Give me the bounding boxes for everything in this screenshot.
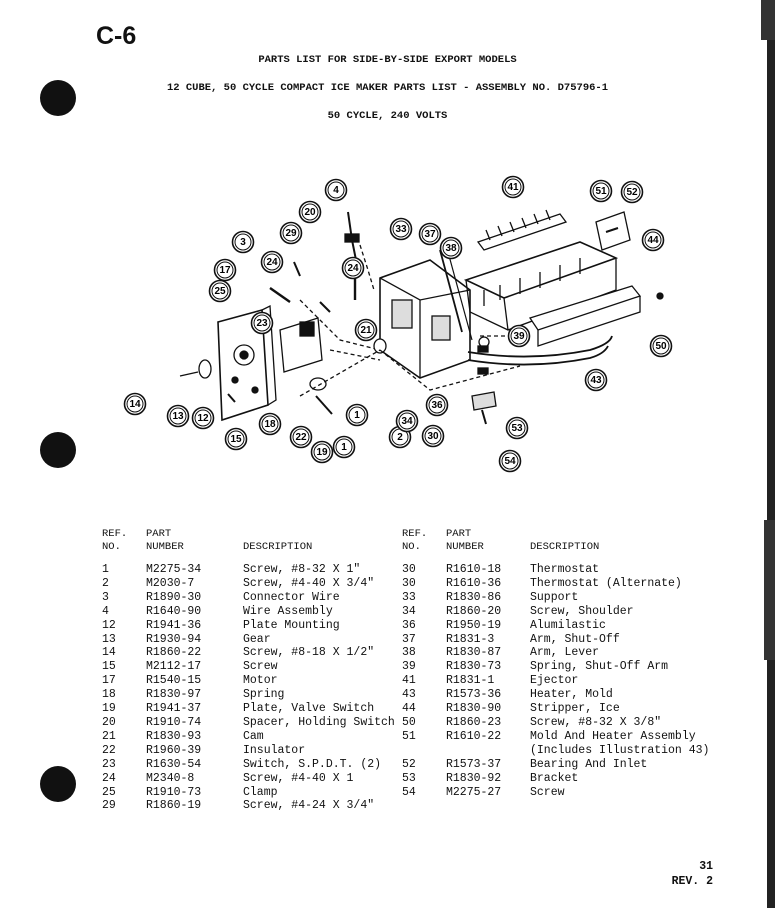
callout-label: 37 [424, 229, 436, 240]
ref-cell: 50 [402, 715, 416, 729]
callout-43 [586, 370, 607, 391]
ref-cell: 53 [402, 771, 416, 785]
ref-cell: 37 [402, 632, 416, 646]
part-number-cell: R1890-30 [146, 590, 202, 604]
table-row [402, 786, 709, 800]
table-row [402, 688, 709, 702]
table-row [402, 646, 709, 660]
table-row [102, 591, 413, 605]
table-row [402, 772, 709, 786]
callout-19 [312, 442, 333, 463]
description-cell: Clamp [243, 785, 278, 799]
table-row [102, 563, 413, 577]
table-row [402, 563, 709, 577]
table-row [102, 758, 413, 772]
ref-cell: 4 [102, 604, 109, 618]
callout-14 [125, 394, 146, 415]
parts-table-left [102, 528, 413, 813]
callout-label: 43 [590, 375, 602, 386]
part-number-cell: R1831-1 [446, 674, 495, 688]
callout-label: 20 [304, 207, 316, 218]
callout-3 [233, 232, 254, 253]
description-cell: Thermostat [530, 563, 600, 576]
ref-cell: 19 [102, 702, 116, 716]
table-row [402, 758, 709, 772]
table-row [102, 619, 413, 633]
title-line-3: 50 CYCLE, 240 VOLTS [327, 110, 448, 122]
table-row [402, 619, 709, 633]
ref-cell: 54 [402, 785, 416, 799]
part-number-cell: M2340-8 [146, 771, 195, 785]
table-row [102, 799, 413, 813]
part-number-cell: M2275-34 [146, 563, 202, 576]
callout-53 [507, 418, 528, 439]
callout-label: 24 [266, 257, 278, 268]
callout-label: 29 [285, 228, 297, 239]
callout-13 [168, 406, 189, 427]
part-number-cell: R1941-37 [146, 702, 202, 716]
callout-33 [391, 219, 412, 240]
callout-36 [427, 395, 448, 416]
callout-label: 41 [507, 182, 519, 193]
ref-cell: 13 [102, 632, 116, 646]
callout-label: 18 [264, 419, 276, 430]
description-cell: Spring, Shut-Off Arm [530, 660, 669, 674]
description-cell: Gear [243, 632, 271, 646]
callout-label: 12 [197, 413, 209, 424]
description-cell: Ejector [530, 674, 579, 688]
description-cell: Bearing And Inlet [530, 757, 648, 771]
ref-cell: 36 [402, 618, 416, 632]
description-cell: Motor [243, 674, 278, 688]
description-cell: Connector Wire [243, 590, 340, 604]
callout-label: 1 [354, 410, 360, 421]
ref-cell: 43 [402, 688, 416, 702]
description-cell: Screw, #8-18 X 1/2" [243, 646, 375, 660]
callout-label: 51 [595, 186, 607, 197]
table-row [102, 688, 413, 702]
title-line-2: 12 CUBE, 50 CYCLE COMPACT ICE MAKER PARTS LIST - ASSEMBLY NO. D75796-1 [166, 82, 609, 94]
description-cell: Switch, S.P.D.T. (2) [243, 757, 382, 771]
callout-39 [509, 326, 530, 347]
part-number-cell: R1960-39 [146, 743, 202, 757]
page-number: 31 [699, 860, 713, 873]
ref-cell: 23 [102, 757, 116, 771]
table-row [102, 633, 413, 647]
part-number-cell: R1950-19 [446, 618, 502, 632]
callout-label: 2 [397, 432, 403, 443]
callout-label: 22 [295, 432, 307, 443]
callout-label: 44 [647, 235, 659, 246]
description-cell: Screw, #4-24 X 3/4" [243, 799, 375, 813]
callout-label: 25 [214, 286, 226, 297]
callout-label: 23 [256, 318, 268, 329]
ref-cell: 30 [402, 576, 416, 590]
table-row [102, 605, 413, 619]
callout-label: 34 [401, 416, 413, 427]
callout-label: 24 [347, 263, 359, 274]
description-cell: Stripper, Ice [530, 702, 620, 716]
callout-12 [193, 408, 214, 429]
page-footer [672, 859, 713, 889]
description-cell: Mold And Heater Assembly [530, 729, 696, 743]
description-cell: Support [530, 590, 579, 604]
description-cell: Thermostat (Alternate) [530, 576, 682, 590]
callout-37 [420, 224, 441, 245]
ref-cell: 24 [102, 771, 116, 785]
ref-cell: 18 [102, 688, 116, 702]
description-cell: Insulator [243, 743, 306, 757]
description-cell: Arm, Lever [530, 646, 600, 660]
callout-44 [643, 230, 664, 251]
table-row [402, 577, 709, 591]
callout-label: 50 [655, 341, 667, 352]
callout-4 [326, 180, 347, 201]
description-cell: Spring [243, 688, 285, 702]
callout-30 [423, 426, 444, 447]
callout-label: 17 [219, 265, 231, 276]
ref-cell: 1 [102, 563, 109, 576]
ref-cell [402, 744, 446, 758]
description-cell: Cam [243, 729, 264, 743]
header-ref: REF. NO. [102, 528, 128, 553]
description-cell: Spacer, Holding Switch [243, 715, 395, 729]
description-cell: (Includes Illustration 43) [530, 743, 710, 757]
part-number-cell: R1860-19 [146, 799, 202, 813]
ref-cell: 3 [102, 590, 109, 604]
header-part: PART NUMBER [146, 528, 184, 553]
table-row [102, 730, 413, 744]
callout-23 [252, 313, 273, 334]
revision-label: REV. 2 [671, 875, 713, 888]
callout-41 [503, 177, 524, 198]
part-number-cell: R1610-18 [446, 563, 502, 576]
callout-label: 1 [341, 442, 347, 453]
table-row [402, 702, 709, 716]
callout-52 [622, 182, 643, 203]
table-row [102, 786, 413, 800]
callout-21 [356, 320, 377, 341]
part-number-cell: R1830-87 [446, 646, 502, 660]
callout-label: 15 [230, 434, 242, 445]
part-number-cell: R1540-15 [146, 674, 202, 688]
header-part: PART NUMBER [446, 528, 484, 553]
callout-51 [591, 181, 612, 202]
table-row [102, 702, 413, 716]
table-row [102, 577, 413, 591]
callout-1 [334, 437, 355, 458]
part-number-cell: R1573-36 [446, 688, 502, 702]
part-number-cell: R1573-37 [446, 757, 502, 771]
callout-label: 21 [360, 325, 372, 336]
table-row [402, 660, 709, 674]
callout-17 [215, 260, 236, 281]
callout-38 [441, 238, 462, 259]
part-number-cell: R1830-97 [146, 688, 202, 702]
ref-cell: 30 [402, 563, 416, 576]
ref-cell: 34 [402, 604, 416, 618]
part-number-cell: R1830-92 [446, 771, 502, 785]
callout-20 [300, 202, 321, 223]
callout-label: 39 [513, 331, 525, 342]
table-row [402, 744, 709, 758]
header-ref: REF. NO. [402, 528, 428, 553]
callout-label: 36 [431, 400, 443, 411]
description-cell: Alumilastic [530, 618, 606, 632]
page-id: C-6 [96, 22, 137, 50]
header-description: DESCRIPTION [243, 540, 313, 553]
table-row [102, 660, 413, 674]
callout-label: 14 [129, 399, 141, 410]
description-cell: Screw [243, 660, 278, 674]
description-cell: Screw [530, 785, 565, 799]
callout-15 [226, 429, 247, 450]
table-row [402, 591, 709, 605]
callout-label: 33 [395, 224, 407, 235]
callout-22 [291, 427, 312, 448]
part-number-cell: R1830-73 [446, 660, 502, 674]
part-number-cell: R1860-23 [446, 715, 502, 729]
callout-label: 3 [240, 237, 246, 248]
ref-cell: 41 [402, 674, 416, 688]
ref-cell: 21 [102, 729, 116, 743]
part-number-cell: R1830-93 [146, 729, 202, 743]
description-cell: Plate, Valve Switch [243, 702, 375, 716]
ref-cell: 33 [402, 590, 416, 604]
ref-cell: 15 [102, 660, 116, 674]
part-number-cell: R1860-20 [446, 604, 502, 618]
description-cell: Screw, #8-32 X 3/8" [530, 715, 662, 729]
parts-table-right [402, 528, 709, 799]
ref-cell: 20 [102, 715, 116, 729]
callout-label: 54 [504, 456, 516, 467]
callout-label: 19 [316, 447, 328, 458]
ref-cell: 25 [102, 785, 116, 799]
ref-cell: 52 [402, 757, 416, 771]
part-number-cell: R1860-22 [146, 646, 202, 660]
callout-34 [397, 411, 418, 432]
ref-cell: 2 [102, 576, 109, 590]
ref-cell: 22 [102, 743, 116, 757]
ref-cell: 38 [402, 646, 416, 660]
description-cell: Screw, Shoulder [530, 604, 634, 618]
description-cell: Screw, #4-40 X 1 [243, 771, 354, 785]
description-cell: Wire Assembly [243, 604, 333, 618]
ref-cell: 17 [102, 674, 116, 688]
ref-cell: 51 [402, 729, 416, 743]
callout-label: 52 [626, 187, 638, 198]
callout-25 [210, 281, 231, 302]
part-number-cell: R1610-22 [446, 729, 502, 743]
part-number-cell: R1910-74 [146, 715, 202, 729]
part-number-cell: M2030-7 [146, 576, 195, 590]
table-row [102, 716, 413, 730]
part-number-cell: R1830-90 [446, 702, 502, 716]
part-number-cell: R1830-86 [446, 590, 502, 604]
callout-1 [347, 405, 368, 426]
description-cell: Screw, #8-32 X 1" [243, 563, 361, 576]
callout-54 [500, 451, 521, 472]
callout-24 [262, 252, 283, 273]
punch-hole-bottom [40, 766, 76, 802]
table-row [102, 646, 413, 660]
part-number-cell [446, 744, 530, 758]
title-line-1: PARTS LIST FOR SIDE-BY-SIDE EXPORT MODELS [258, 54, 517, 66]
description-cell: Screw, #4-40 X 3/4" [243, 576, 375, 590]
ref-cell: 12 [102, 618, 116, 632]
callout-label: 53 [511, 423, 523, 434]
part-number-cell: R1831-3 [446, 632, 495, 646]
description-cell: Heater, Mold [530, 688, 613, 702]
callout-label: 38 [445, 243, 457, 254]
ref-cell: 44 [402, 702, 416, 716]
part-number-cell: R1630-54 [146, 757, 202, 771]
table-row [402, 605, 709, 619]
table-row [102, 674, 413, 688]
callout-24 [343, 258, 364, 279]
ref-cell: 29 [102, 799, 116, 813]
part-number-cell: M2112-17 [146, 660, 202, 674]
ref-cell: 14 [102, 646, 116, 660]
table-row [402, 716, 709, 730]
table-row [402, 730, 709, 744]
callout-label: 13 [172, 411, 184, 422]
callout-29 [281, 223, 302, 244]
description-cell: Arm, Shut-Off [530, 632, 620, 646]
description-cell: Plate Mounting [243, 618, 340, 632]
header-description: DESCRIPTION [530, 540, 600, 553]
table-row [102, 772, 413, 786]
table-row [402, 633, 709, 647]
callout-label: 30 [427, 431, 439, 442]
table-row [102, 744, 413, 758]
table-row [402, 674, 709, 688]
callout-18 [260, 414, 281, 435]
part-number-cell: M2275-27 [446, 785, 502, 799]
callout-label: 4 [333, 185, 339, 196]
part-number-cell: R1930-94 [146, 632, 202, 646]
ref-cell: 39 [402, 660, 416, 674]
part-number-cell: R1910-73 [146, 785, 202, 799]
callout-50 [651, 336, 672, 357]
part-number-cell: R1941-36 [146, 618, 202, 632]
part-number-cell: R1610-36 [446, 576, 502, 590]
description-cell: Bracket [530, 771, 579, 785]
part-number-cell: R1640-90 [146, 604, 202, 618]
